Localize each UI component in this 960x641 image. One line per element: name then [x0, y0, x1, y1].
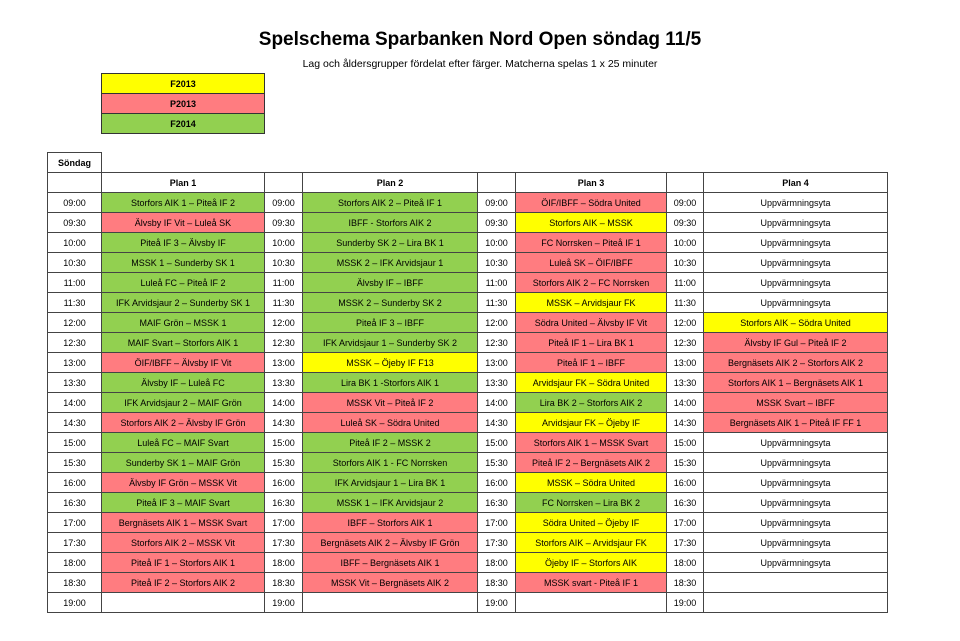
match-cell: MSSK – Södra United [516, 473, 667, 493]
match-cell: MAIF Svart – Storfors AIK 1 [102, 333, 265, 353]
schedule-table [47, 152, 888, 613]
match-cell: IBFF - Storfors AIK 2 [303, 213, 478, 233]
plan-header: Plan 2 [303, 173, 478, 193]
match-cell: MSSK 1 – Sunderby SK 1 [102, 253, 265, 273]
table-row [48, 533, 888, 553]
match-cell: IFK Arvidsjaur 1 – Lira BK 1 [303, 473, 478, 493]
time-cell: 12:30 [265, 333, 303, 353]
match-cell: Storfors AIK 1 – MSSK Svart [516, 433, 667, 453]
table-row [48, 253, 888, 273]
match-cell: FC Norrsken – Piteå IF 1 [516, 233, 667, 253]
table-row [48, 553, 888, 573]
time-cell: 18:30 [48, 573, 102, 593]
match-cell: IFK Arvidsjaur 2 – MAIF Grön [102, 393, 265, 413]
time-cell: 11:00 [48, 273, 102, 293]
table-row [48, 313, 888, 333]
table-row [48, 493, 888, 513]
match-cell: MSSK svart - Piteå IF 1 [516, 573, 667, 593]
time-cell: 15:00 [667, 433, 704, 453]
match-cell: MSSK 2 – IFK Arvidsjaur 1 [303, 253, 478, 273]
match-cell: Bergnäsets AIK 1 – MSSK Svart [102, 513, 265, 533]
match-cell: Älvsby IF – IBFF [303, 273, 478, 293]
page-subtitle: Lag och åldersgrupper fördelat efter färger. Matcherna spelas 1 x 25 minuter [302, 58, 658, 70]
time-cell: 15:00 [478, 433, 516, 453]
match-cell: IBFF – Storfors AIK 1 [303, 513, 478, 533]
time-cell: 11:30 [478, 293, 516, 313]
match-cell: Bergnäsets AIK 2 – Älvsby IF Grön [303, 533, 478, 553]
match-cell: Piteå IF 1 – Lira BK 1 [516, 333, 667, 353]
match-cell: Uppvärmningsyta [704, 213, 888, 233]
time-cell: 19:00 [478, 593, 516, 613]
match-cell: Arvidsjaur FK – Södra United [516, 373, 667, 393]
time-cell: 19:00 [667, 593, 704, 613]
plan-header: Plan 1 [102, 173, 265, 193]
match-cell: Södra United – Älvsby IF Vit [516, 313, 667, 333]
time-cell: 13:00 [48, 353, 102, 373]
time-cell: 18:30 [265, 573, 303, 593]
match-cell: Bergnäsets AIK 1 – Piteå IF FF 1 [704, 413, 888, 433]
match-cell: Luleå SK – ÖIF/IBFF [516, 253, 667, 273]
match-cell: Lira BK 2 – Storfors AIK 2 [516, 393, 667, 413]
match-cell: Piteå IF 3 – Älvsby IF [102, 233, 265, 253]
match-cell: Storfors AIK 2 – MSSK Vit [102, 533, 265, 553]
time-cell: 15:30 [478, 453, 516, 473]
match-cell: MSSK 1 – IFK Arvidsjaur 2 [303, 493, 478, 513]
match-cell: Lira BK 1 -Storfors AIK 1 [303, 373, 478, 393]
header-spacer [102, 153, 888, 173]
match-cell: Bergnäsets AIK 2 – Storfors AIK 2 [704, 353, 888, 373]
table-row [48, 193, 888, 213]
time-cell: 18:30 [667, 573, 704, 593]
table-row [48, 393, 888, 413]
match-cell: Älvsby IF Grön – MSSK Vit [102, 473, 265, 493]
time-cell: 17:00 [478, 513, 516, 533]
match-cell: Älvsby IF Gul – Piteå IF 2 [704, 333, 888, 353]
match-cell: Luleå FC – MAIF Svart [102, 433, 265, 453]
time-cell: 10:00 [478, 233, 516, 253]
time-cell: 18:30 [478, 573, 516, 593]
time-cell: 09:30 [48, 213, 102, 233]
time-cell: 15:30 [48, 453, 102, 473]
match-cell: Storfors AIK – Arvidsjaur FK [516, 533, 667, 553]
table-row [48, 233, 888, 253]
match-cell: Storfors AIK 1 – Piteå IF 2 [102, 193, 265, 213]
table-row [48, 473, 888, 493]
match-cell: Storfors AIK 1 - FC Norrsken [303, 453, 478, 473]
time-cell: 13:30 [667, 373, 704, 393]
time-cell: 11:00 [667, 273, 704, 293]
match-cell: Storfors AIK – MSSK [516, 213, 667, 233]
match-cell [704, 593, 888, 613]
match-cell: IFK Arvidsjaur 2 – Sunderby SK 1 [102, 293, 265, 313]
match-cell: IFK Arvidsjaur 1 – Sunderby SK 2 [303, 333, 478, 353]
time-header-empty [478, 173, 516, 193]
time-cell: 10:30 [265, 253, 303, 273]
time-cell: 10:00 [48, 233, 102, 253]
time-cell: 19:00 [265, 593, 303, 613]
table-row [48, 433, 888, 453]
match-cell: Uppvärmningsyta [704, 473, 888, 493]
match-cell [102, 593, 265, 613]
time-cell: 14:00 [48, 393, 102, 413]
match-cell: Piteå IF 2 – Storfors AIK 2 [102, 573, 265, 593]
match-cell: MSSK Vit – Piteå IF 2 [303, 393, 478, 413]
table-row [48, 293, 888, 313]
match-cell: Storfors AIK 2 – Piteå IF 1 [303, 193, 478, 213]
match-cell: Uppvärmningsyta [704, 273, 888, 293]
match-cell: IBFF – Bergnäsets AIK 1 [303, 553, 478, 573]
time-cell: 17:30 [667, 533, 704, 553]
match-cell: Uppvärmningsyta [704, 233, 888, 253]
table-row [48, 593, 888, 613]
time-cell: 13:30 [48, 373, 102, 393]
match-cell: MSSK Svart – IBFF [704, 393, 888, 413]
time-cell: 11:30 [48, 293, 102, 313]
match-cell: Piteå IF 1 – Storfors AIK 1 [102, 553, 265, 573]
time-cell: 16:00 [667, 473, 704, 493]
time-cell: 14:00 [667, 393, 704, 413]
match-cell: Piteå IF 3 – MAIF Svart [102, 493, 265, 513]
color-legend [101, 73, 265, 134]
time-cell: 11:30 [265, 293, 303, 313]
time-cell: 18:00 [667, 553, 704, 573]
match-cell: Luleå FC – Piteå IF 2 [102, 273, 265, 293]
match-cell: Uppvärmningsyta [704, 513, 888, 533]
legend-item: F2014 [102, 114, 265, 134]
match-cell: Öjeby IF – Storfors AIK [516, 553, 667, 573]
match-cell: ÖIF/IBFF – Älvsby IF Vit [102, 353, 265, 373]
match-cell [704, 573, 888, 593]
time-cell: 12:30 [478, 333, 516, 353]
match-cell: Piteå IF 2 – MSSK 2 [303, 433, 478, 453]
match-cell: Södra United – Öjeby IF [516, 513, 667, 533]
time-cell: 10:30 [478, 253, 516, 273]
time-cell: 14:30 [667, 413, 704, 433]
match-cell: Piteå IF 2 – Bergnäsets AIK 2 [516, 453, 667, 473]
match-cell: Uppvärmningsyta [704, 293, 888, 313]
time-cell: 09:30 [667, 213, 704, 233]
time-cell: 19:00 [48, 593, 102, 613]
table-row [48, 333, 888, 353]
time-cell: 09:00 [48, 193, 102, 213]
time-cell: 12:00 [48, 313, 102, 333]
table-row [48, 273, 888, 293]
match-cell: ÖIF/IBFF – Södra United [516, 193, 667, 213]
match-cell: Piteå IF 1 – IBFF [516, 353, 667, 373]
time-cell: 16:30 [667, 493, 704, 513]
match-cell: Arvidsjaur FK – Öjeby IF [516, 413, 667, 433]
day-label: Söndag [48, 153, 102, 173]
time-cell: 17:00 [667, 513, 704, 533]
time-cell: 17:00 [48, 513, 102, 533]
time-cell: 16:30 [48, 493, 102, 513]
time-cell: 13:30 [265, 373, 303, 393]
time-cell: 14:00 [265, 393, 303, 413]
time-cell: 15:00 [265, 433, 303, 453]
match-cell: MAIF Grön – MSSK 1 [102, 313, 265, 333]
time-cell: 12:30 [48, 333, 102, 353]
match-cell: MSSK 2 – Sunderby SK 2 [303, 293, 478, 313]
match-cell: Älvsby IF Vit – Luleå SK [102, 213, 265, 233]
time-header-empty [48, 173, 102, 193]
time-cell: 16:30 [265, 493, 303, 513]
time-cell: 15:30 [667, 453, 704, 473]
time-cell: 15:00 [48, 433, 102, 453]
time-cell: 12:00 [478, 313, 516, 333]
table-row [48, 373, 888, 393]
match-cell: Uppvärmningsyta [704, 433, 888, 453]
time-cell: 16:30 [478, 493, 516, 513]
time-cell: 09:00 [667, 193, 704, 213]
time-cell: 11:00 [478, 273, 516, 293]
time-cell: 10:30 [48, 253, 102, 273]
time-cell: 18:00 [478, 553, 516, 573]
match-cell: MSSK – Öjeby IF F13 [303, 353, 478, 373]
time-cell: 17:30 [48, 533, 102, 553]
match-cell: Storfors AIK 1 – Bergnäsets AIK 1 [704, 373, 888, 393]
time-cell: 14:00 [478, 393, 516, 413]
time-cell: 13:00 [265, 353, 303, 373]
time-cell: 17:30 [265, 533, 303, 553]
time-cell: 13:00 [478, 353, 516, 373]
time-cell: 12:00 [265, 313, 303, 333]
legend-item: P2013 [102, 94, 265, 114]
time-cell: 09:00 [265, 193, 303, 213]
time-header-empty [667, 173, 704, 193]
table-row [48, 413, 888, 433]
time-cell: 14:30 [478, 413, 516, 433]
time-cell: 10:30 [667, 253, 704, 273]
table-row [48, 353, 888, 373]
time-cell: 09:30 [478, 213, 516, 233]
time-cell: 13:00 [667, 353, 704, 373]
match-cell: Sunderby SK 1 – MAIF Grön [102, 453, 265, 473]
table-row [48, 573, 888, 593]
legend-item: F2013 [102, 74, 265, 94]
table-row [48, 213, 888, 233]
time-cell: 16:00 [478, 473, 516, 493]
table-row [48, 513, 888, 533]
match-cell: FC Norrsken – Lira BK 2 [516, 493, 667, 513]
match-cell: Uppvärmningsyta [704, 193, 888, 213]
plan-header: Plan 3 [516, 173, 667, 193]
time-cell: 11:30 [667, 293, 704, 313]
time-cell: 09:30 [265, 213, 303, 233]
match-cell [516, 593, 667, 613]
time-cell: 13:30 [478, 373, 516, 393]
time-cell: 11:00 [265, 273, 303, 293]
match-cell: Uppvärmningsyta [704, 493, 888, 513]
plan-header-row [48, 173, 888, 193]
time-cell: 14:30 [48, 413, 102, 433]
match-cell: MSSK – Arvidsjaur FK [516, 293, 667, 313]
page-title: Spelschema Sparbanken Nord Open söndag 11/5 [258, 29, 702, 50]
match-cell: Piteå IF 3 – IBFF [303, 313, 478, 333]
match-cell: Luleå SK – Södra United [303, 413, 478, 433]
time-cell: 17:00 [265, 513, 303, 533]
match-cell: Sunderby SK 2 – Lira BK 1 [303, 233, 478, 253]
time-cell: 17:30 [478, 533, 516, 553]
time-cell: 16:00 [265, 473, 303, 493]
time-cell: 14:30 [265, 413, 303, 433]
time-cell: 10:00 [667, 233, 704, 253]
time-cell: 18:00 [48, 553, 102, 573]
match-cell [303, 593, 478, 613]
match-cell: Uppvärmningsyta [704, 253, 888, 273]
match-cell: Älvsby IF – Luleå FC [102, 373, 265, 393]
time-cell: 09:00 [478, 193, 516, 213]
time-cell: 12:00 [667, 313, 704, 333]
time-header-empty [265, 173, 303, 193]
match-cell: MSSK Vit – Bergnäsets AIK 2 [303, 573, 478, 593]
time-cell: 12:30 [667, 333, 704, 353]
match-cell: Storfors AIK – Södra United [704, 313, 888, 333]
time-cell: 10:00 [265, 233, 303, 253]
match-cell: Storfors AIK 2 – Älvsby IF Grön [102, 413, 265, 433]
match-cell: Uppvärmningsyta [704, 453, 888, 473]
time-cell: 15:30 [265, 453, 303, 473]
match-cell: Storfors AIK 2 – FC Norrsken [516, 273, 667, 293]
time-cell: 16:00 [48, 473, 102, 493]
match-cell: Uppvärmningsyta [704, 533, 888, 553]
table-row [48, 453, 888, 473]
match-cell: Uppvärmningsyta [704, 553, 888, 573]
plan-header: Plan 4 [704, 173, 888, 193]
time-cell: 18:00 [265, 553, 303, 573]
